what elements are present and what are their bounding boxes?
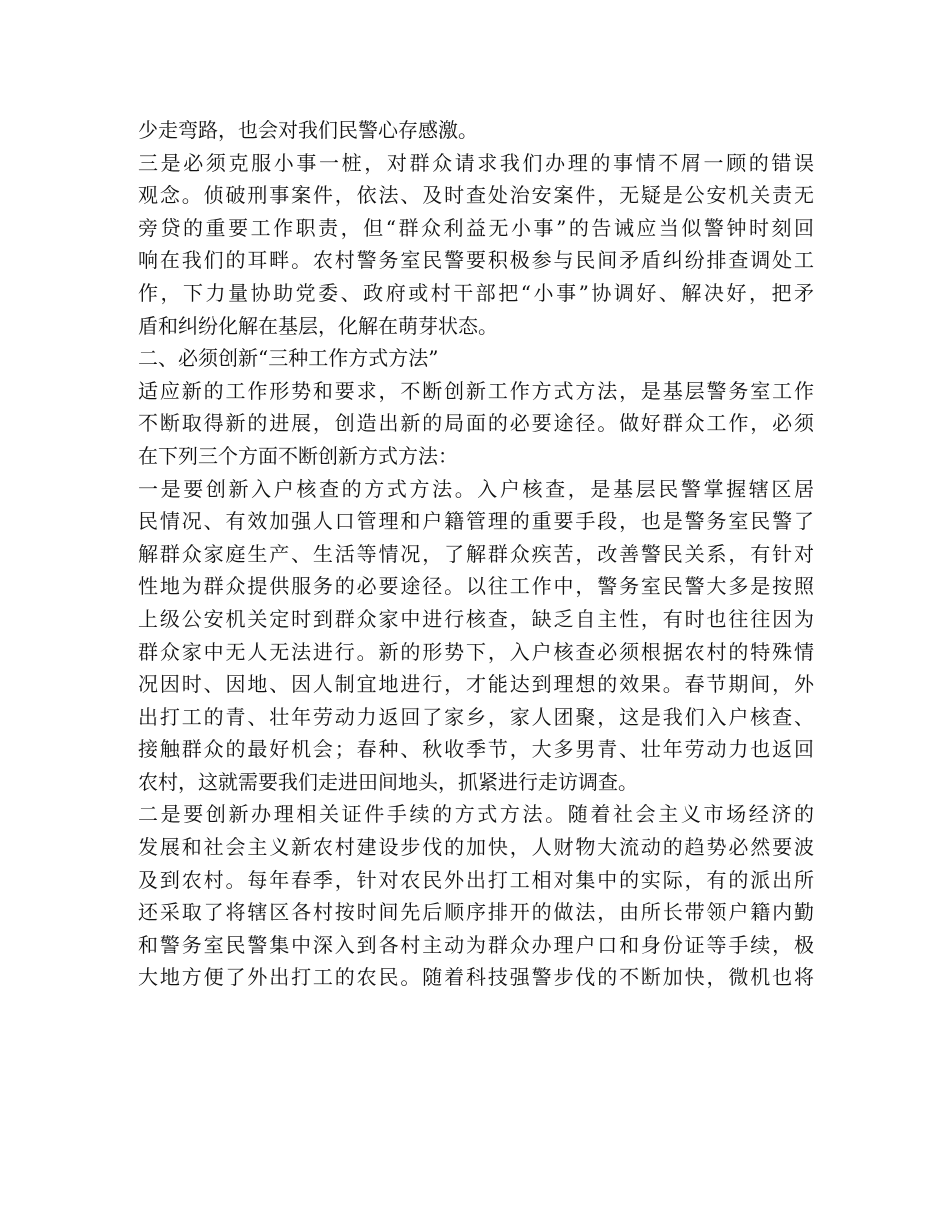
text-line: 群众家中无人无法进行。新的形势下，入户核查必须根据农村的特殊情 <box>138 639 814 664</box>
text-line: 民情况、有效加强人口管理和户籍管理的重要手段，也是警务室民警了 <box>138 509 814 534</box>
text-line: 接触群众的最好机会；春种、秋收季节，大多男青、壮年劳动力也返回 <box>138 737 814 762</box>
text-line: 发展和社会主义新农村建设步伐的加快，人财物大流动的趋势必然要波 <box>138 835 814 860</box>
text-line: 在下列三个方面不断创新方式方法： <box>138 443 458 468</box>
text-line: 一是要创新入户核查的方式方法。入户核查，是基层民警掌握辖区居 <box>138 476 814 501</box>
text-line: 不断取得新的进展，创造出新的局面的必要途径。做好群众工作，必须 <box>138 411 814 436</box>
text-line: 三是必须克服小事一桩，对群众请求我们办理的事情不屑一顾的错误 <box>138 150 814 175</box>
text-line: 和警务室民警集中深入到各村主动为群众办理户口和身份证等手续，极 <box>138 932 814 957</box>
text-line: 作，下力量协助党委、政府或村干部把“小事”协调好、解决好，把矛 <box>138 280 814 305</box>
text-line: 还采取了将辖区各村按时间先后顺序排开的做法，由所长带领户籍内勤 <box>138 900 814 925</box>
text-line: 二、必须创新“三种工作方式方法” <box>138 346 439 371</box>
text-line: 况因时、因地、因人制宜地进行，才能达到理想的效果。春节期间，外 <box>138 672 814 697</box>
document-body-text <box>138 114 814 994</box>
text-line: 二是要创新办理相关证件手续的方式方法。随着社会主义市场经济的 <box>138 802 814 827</box>
text-line: 出打工的青、壮年劳动力返回了家乡，家人团聚，这是我们入户核查、 <box>138 704 814 729</box>
text-line: 盾和纠纷化解在基层，化解在萌芽状态。 <box>138 313 498 338</box>
text-line: 性地为群众提供服务的必要途径。以往工作中，警务室民警大多是按照 <box>138 574 814 599</box>
text-line: 旁贷的重要工作职责，但“群众利益无小事”的告诫应当似警钟时刻回 <box>138 215 814 240</box>
text-line: 大地方便了外出打工的农民。随着科技强警步伐的不断加快，微机也将 <box>138 965 814 990</box>
text-line: 解群众家庭生产、生活等情况，了解群众疾苦，改善警民关系，有针对 <box>138 541 814 566</box>
text-line: 少走弯路，也会对我们民警心存感激。 <box>138 118 478 142</box>
text-line: 上级公安机关定时到群众家中进行核查，缺乏自主性，有时也往往因为 <box>138 606 814 631</box>
text-line: 适应新的工作形势和要求，不断创新工作方式方法，是基层警务室工作 <box>138 378 814 403</box>
text-line: 及到农村。每年春季，针对农民外出打工相对集中的实际，有的派出所 <box>138 867 814 892</box>
text-line: 响在我们的耳畔。农村警务室民警要积极参与民间矛盾纠纷排查调处工 <box>138 248 814 273</box>
text-line: 农村，这就需要我们走进田间地头，抓紧进行走访调查。 <box>138 769 638 794</box>
text-line: 观念。侦破刑事案件，依法、及时查处治安案件，无疑是公安机关责无 <box>138 183 814 208</box>
